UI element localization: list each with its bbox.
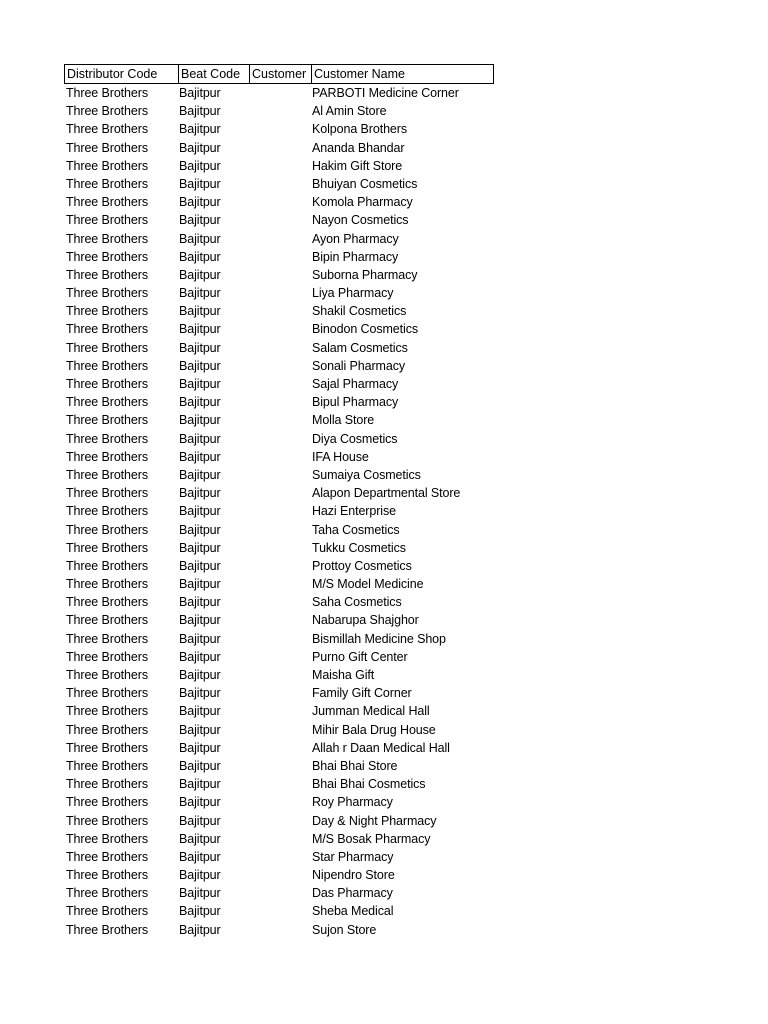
table-row bbox=[64, 812, 494, 830]
cell-distributor-code: Three Brothers bbox=[66, 86, 148, 100]
table-row bbox=[64, 248, 494, 266]
cell-customer-name: Ananda Bhandar bbox=[312, 140, 405, 155]
cell-customer bbox=[248, 884, 310, 902]
cell-customer bbox=[248, 211, 310, 229]
cell-customer-name: Mihir Bala Drug House bbox=[312, 722, 436, 737]
cell-customer bbox=[248, 266, 310, 284]
cell-distributor-code: Three Brothers bbox=[66, 231, 148, 246]
table-row bbox=[64, 375, 494, 393]
cell-customer bbox=[248, 593, 310, 611]
table-row bbox=[64, 593, 494, 611]
cell-customer bbox=[248, 630, 310, 648]
cell-customer bbox=[248, 648, 310, 666]
cell-beat-code: Bajitpur bbox=[179, 904, 221, 919]
cell-customer bbox=[248, 102, 310, 120]
table-row bbox=[64, 757, 494, 775]
cell-customer bbox=[248, 139, 310, 157]
cell-distributor-code: Three Brothers bbox=[66, 395, 148, 410]
cell-customer bbox=[248, 721, 310, 739]
cell-customer-name: Bipul Pharmacy bbox=[312, 395, 399, 410]
cell-beat-code: Bajitpur bbox=[179, 795, 221, 810]
cell-distributor-code: Three Brothers bbox=[66, 704, 148, 719]
cell-beat-code: Bajitpur bbox=[179, 267, 221, 282]
cell-beat-code: Bajitpur bbox=[179, 195, 221, 210]
cell-customer-name: Komola Pharmacy bbox=[312, 195, 413, 210]
cell-beat-code: Bajitpur bbox=[179, 868, 221, 883]
cell-customer-name: Sheba Medical bbox=[312, 904, 394, 919]
cell-distributor-code: Three Brothers bbox=[66, 795, 148, 810]
cell-beat-code: Bajitpur bbox=[179, 886, 221, 901]
cell-customer bbox=[248, 775, 310, 793]
cell-beat-code: Bajitpur bbox=[179, 322, 221, 337]
cell-customer bbox=[248, 193, 310, 211]
table-row bbox=[64, 120, 494, 138]
cell-distributor-code: Three Brothers bbox=[66, 267, 148, 282]
cell-beat-code: Bajitpur bbox=[179, 467, 221, 482]
header-beat-code: Beat Code bbox=[178, 65, 249, 83]
table-row bbox=[64, 502, 494, 520]
cell-distributor-code: Three Brothers bbox=[66, 340, 148, 355]
table-row bbox=[64, 630, 494, 648]
cell-distributor-code: Three Brothers bbox=[66, 758, 148, 773]
cell-customer-name: Sujon Store bbox=[312, 922, 377, 937]
cell-customer-name: Das Pharmacy bbox=[312, 886, 393, 901]
cell-beat-code: Bajitpur bbox=[179, 413, 221, 428]
table-row bbox=[64, 230, 494, 248]
cell-beat-code: Bajitpur bbox=[179, 849, 221, 864]
cell-distributor-code: Three Brothers bbox=[66, 140, 148, 155]
cell-customer bbox=[248, 521, 310, 539]
cell-distributor-code: Three Brothers bbox=[66, 486, 148, 501]
cell-customer-name: Bhai Bhai Store bbox=[312, 758, 398, 773]
cell-customer-name: Diya Cosmetics bbox=[312, 431, 398, 446]
cell-customer bbox=[248, 175, 310, 193]
cell-distributor-code: Three Brothers bbox=[66, 886, 148, 901]
cell-distributor-code: Three Brothers bbox=[66, 358, 148, 373]
table-row bbox=[64, 339, 494, 357]
cell-distributor-code: Three Brothers bbox=[66, 922, 148, 937]
table-row bbox=[64, 557, 494, 575]
cell-distributor-code: Three Brothers bbox=[66, 558, 148, 573]
cell-distributor-code: Three Brothers bbox=[66, 286, 148, 301]
cell-customer bbox=[248, 375, 310, 393]
cell-beat-code: Bajitpur bbox=[179, 340, 221, 355]
cell-customer bbox=[248, 466, 310, 484]
cell-beat-code: Bajitpur bbox=[179, 486, 221, 501]
table-row bbox=[64, 102, 494, 120]
table-row bbox=[64, 702, 494, 720]
table-row bbox=[64, 157, 494, 175]
cell-distributor-code: Three Brothers bbox=[66, 595, 148, 610]
customer-table bbox=[64, 64, 494, 939]
cell-customer bbox=[248, 793, 310, 811]
cell-customer-name: Sajal Pharmacy bbox=[312, 377, 399, 391]
cell-distributor-code: Three Brothers bbox=[66, 668, 148, 682]
table-row bbox=[64, 721, 494, 739]
cell-customer-name: Suborna Pharmacy bbox=[312, 267, 418, 282]
cell-customer-name: Saha Cosmetics bbox=[312, 595, 402, 610]
cell-customer-name: Bismillah Medicine Shop bbox=[312, 631, 446, 646]
cell-customer-name: Shakil Cosmetics bbox=[312, 304, 407, 319]
cell-customer-name: IFA House bbox=[312, 449, 369, 464]
table-row bbox=[64, 684, 494, 702]
cell-beat-code: Bajitpur bbox=[179, 558, 221, 573]
cell-customer bbox=[248, 557, 310, 575]
cell-customer-name: Sonali Pharmacy bbox=[312, 358, 405, 373]
cell-customer-name: M/S Bosak Pharmacy bbox=[312, 831, 431, 846]
cell-beat-code: Bajitpur bbox=[179, 449, 221, 464]
cell-customer bbox=[248, 157, 310, 175]
cell-customer-name: M/S Model Medicine bbox=[312, 577, 424, 592]
cell-beat-code: Bajitpur bbox=[179, 358, 221, 373]
cell-beat-code: Bajitpur bbox=[179, 176, 221, 191]
cell-beat-code: Bajitpur bbox=[179, 504, 221, 519]
cell-customer-name: Family Gift Corner bbox=[312, 686, 412, 701]
cell-distributor-code: Three Brothers bbox=[66, 522, 148, 537]
cell-customer-name: Sumaiya Cosmetics bbox=[312, 467, 421, 482]
cell-customer bbox=[248, 320, 310, 338]
cell-distributor-code: Three Brothers bbox=[66, 613, 148, 628]
cell-customer bbox=[248, 702, 310, 720]
cell-customer-name: Purno Gift Center bbox=[312, 649, 408, 664]
cell-beat-code: Bajitpur bbox=[179, 377, 221, 391]
table-row bbox=[64, 411, 494, 429]
cell-customer-name: Bipin Pharmacy bbox=[312, 249, 399, 264]
cell-customer-name: Molla Store bbox=[312, 413, 375, 428]
cell-beat-code: Bajitpur bbox=[179, 431, 221, 446]
cell-distributor-code: Three Brothers bbox=[66, 577, 148, 592]
cell-customer bbox=[248, 921, 310, 939]
table-row bbox=[64, 775, 494, 793]
cell-customer bbox=[248, 302, 310, 320]
table-row bbox=[64, 357, 494, 375]
table-row bbox=[64, 521, 494, 539]
cell-customer bbox=[248, 357, 310, 375]
cell-customer bbox=[248, 393, 310, 411]
cell-customer-name: Day & Night Pharmacy bbox=[312, 813, 437, 828]
cell-customer-name: Prottoy Cosmetics bbox=[312, 558, 412, 573]
table-row bbox=[64, 302, 494, 320]
cell-customer-name: Binodon Cosmetics bbox=[312, 322, 418, 337]
cell-customer-name: Nabarupa Shajghor bbox=[312, 613, 419, 628]
cell-customer bbox=[248, 830, 310, 848]
cell-customer bbox=[248, 611, 310, 629]
cell-customer bbox=[248, 248, 310, 266]
table-row bbox=[64, 921, 494, 939]
cell-customer-name: Jumman Medical Hall bbox=[312, 704, 430, 719]
cell-beat-code: Bajitpur bbox=[179, 595, 221, 610]
cell-customer bbox=[248, 866, 310, 884]
table-row bbox=[64, 193, 494, 211]
cell-beat-code: Bajitpur bbox=[179, 304, 221, 319]
table-row bbox=[64, 648, 494, 666]
cell-distributor-code: Three Brothers bbox=[66, 649, 148, 664]
cell-distributor-code: Three Brothers bbox=[66, 213, 148, 228]
cell-beat-code: Bajitpur bbox=[179, 158, 221, 173]
cell-beat-code: Bajitpur bbox=[179, 758, 221, 773]
cell-customer-name: Taha Cosmetics bbox=[312, 522, 400, 537]
table-row bbox=[64, 539, 494, 557]
cell-distributor-code: Three Brothers bbox=[66, 467, 148, 482]
cell-distributor-code: Three Brothers bbox=[66, 122, 148, 137]
table-row bbox=[64, 848, 494, 866]
cell-beat-code: Bajitpur bbox=[179, 122, 221, 137]
table-body bbox=[64, 84, 494, 939]
cell-customer-name: Salam Cosmetics bbox=[312, 340, 408, 355]
cell-beat-code: Bajitpur bbox=[179, 649, 221, 664]
table-row bbox=[64, 430, 494, 448]
cell-distributor-code: Three Brothers bbox=[66, 195, 148, 210]
cell-distributor-code: Three Brothers bbox=[66, 813, 148, 828]
cell-customer bbox=[248, 539, 310, 557]
cell-customer bbox=[248, 339, 310, 357]
table-header-row bbox=[64, 64, 494, 84]
table-row bbox=[64, 739, 494, 757]
cell-customer-name: Bhuiyan Cosmetics bbox=[312, 176, 418, 191]
cell-beat-code: Bajitpur bbox=[179, 86, 221, 100]
cell-distributor-code: Three Brothers bbox=[66, 777, 148, 792]
table-row bbox=[64, 84, 494, 102]
cell-beat-code: Bajitpur bbox=[179, 722, 221, 737]
cell-customer-name: Allah r Daan Medical Hall bbox=[312, 740, 450, 755]
cell-customer bbox=[248, 448, 310, 466]
cell-customer-name: Hazi Enterprise bbox=[312, 504, 396, 519]
cell-distributor-code: Three Brothers bbox=[66, 304, 148, 319]
cell-beat-code: Bajitpur bbox=[179, 213, 221, 228]
cell-customer-name: Star Pharmacy bbox=[312, 849, 394, 864]
cell-customer-name: Nayon Cosmetics bbox=[312, 213, 409, 228]
cell-beat-code: Bajitpur bbox=[179, 540, 221, 555]
cell-customer bbox=[248, 120, 310, 138]
cell-customer bbox=[248, 484, 310, 502]
cell-customer-name: Bhai Bhai Cosmetics bbox=[312, 777, 426, 792]
cell-beat-code: Bajitpur bbox=[179, 777, 221, 792]
cell-beat-code: Bajitpur bbox=[179, 704, 221, 719]
table-row bbox=[64, 320, 494, 338]
cell-distributor-code: Three Brothers bbox=[66, 158, 148, 173]
cell-distributor-code: Three Brothers bbox=[66, 322, 148, 337]
cell-beat-code: Bajitpur bbox=[179, 631, 221, 646]
table-row bbox=[64, 902, 494, 920]
cell-customer bbox=[248, 230, 310, 248]
cell-beat-code: Bajitpur bbox=[179, 686, 221, 701]
cell-customer bbox=[248, 430, 310, 448]
cell-customer bbox=[248, 84, 310, 102]
cell-customer-name: Liya Pharmacy bbox=[312, 286, 394, 301]
cell-distributor-code: Three Brothers bbox=[66, 413, 148, 428]
cell-beat-code: Bajitpur bbox=[179, 740, 221, 755]
cell-beat-code: Bajitpur bbox=[179, 104, 221, 119]
cell-distributor-code: Three Brothers bbox=[66, 504, 148, 519]
cell-customer bbox=[248, 575, 310, 593]
cell-beat-code: Bajitpur bbox=[179, 922, 221, 937]
cell-customer bbox=[248, 684, 310, 702]
cell-distributor-code: Three Brothers bbox=[66, 631, 148, 646]
table-row bbox=[64, 830, 494, 848]
cell-customer-name: PARBOTI Medicine Corner bbox=[312, 86, 459, 100]
header-customer-name: Customer Name bbox=[311, 65, 493, 83]
cell-customer bbox=[248, 666, 310, 684]
cell-customer-name: Al Amin Store bbox=[312, 104, 387, 119]
cell-beat-code: Bajitpur bbox=[179, 577, 221, 592]
cell-distributor-code: Three Brothers bbox=[66, 377, 148, 391]
cell-customer bbox=[248, 502, 310, 520]
table-row bbox=[64, 484, 494, 502]
cell-distributor-code: Three Brothers bbox=[66, 249, 148, 264]
table-row bbox=[64, 448, 494, 466]
cell-beat-code: Bajitpur bbox=[179, 249, 221, 264]
cell-distributor-code: Three Brothers bbox=[66, 740, 148, 755]
cell-distributor-code: Three Brothers bbox=[66, 686, 148, 701]
cell-customer-name: Nipendro Store bbox=[312, 868, 395, 883]
cell-customer-name: Tukku Cosmetics bbox=[312, 540, 406, 555]
cell-distributor-code: Three Brothers bbox=[66, 849, 148, 864]
cell-distributor-code: Three Brothers bbox=[66, 431, 148, 446]
table-row bbox=[64, 139, 494, 157]
cell-customer bbox=[248, 848, 310, 866]
cell-beat-code: Bajitpur bbox=[179, 522, 221, 537]
cell-distributor-code: Three Brothers bbox=[66, 904, 148, 919]
cell-beat-code: Bajitpur bbox=[179, 613, 221, 628]
cell-distributor-code: Three Brothers bbox=[66, 176, 148, 191]
table-row bbox=[64, 284, 494, 302]
cell-distributor-code: Three Brothers bbox=[66, 722, 148, 737]
table-row bbox=[64, 884, 494, 902]
table-row bbox=[64, 393, 494, 411]
cell-distributor-code: Three Brothers bbox=[66, 831, 148, 846]
table-row bbox=[64, 611, 494, 629]
cell-customer bbox=[248, 411, 310, 429]
table-row bbox=[64, 175, 494, 193]
cell-customer bbox=[248, 812, 310, 830]
table-row bbox=[64, 575, 494, 593]
cell-customer-name: Ayon Pharmacy bbox=[312, 231, 399, 246]
cell-customer-name: Roy Pharmacy bbox=[312, 795, 393, 810]
cell-beat-code: Bajitpur bbox=[179, 231, 221, 246]
cell-customer bbox=[248, 739, 310, 757]
cell-customer bbox=[248, 757, 310, 775]
cell-beat-code: Bajitpur bbox=[179, 831, 221, 846]
table-row bbox=[64, 866, 494, 884]
table-row bbox=[64, 211, 494, 229]
cell-beat-code: Bajitpur bbox=[179, 140, 221, 155]
table-row bbox=[64, 466, 494, 484]
cell-distributor-code: Three Brothers bbox=[66, 540, 148, 555]
cell-customer-name: Maisha Gift bbox=[312, 668, 375, 682]
cell-customer bbox=[248, 284, 310, 302]
table-row bbox=[64, 266, 494, 284]
header-distributor-code: Distributor Code bbox=[67, 67, 158, 81]
cell-customer-name: Kolpona Brothers bbox=[312, 122, 407, 137]
cell-customer bbox=[248, 902, 310, 920]
cell-distributor-code: Three Brothers bbox=[66, 868, 148, 883]
cell-beat-code: Bajitpur bbox=[179, 813, 221, 828]
table-row bbox=[64, 666, 494, 684]
cell-beat-code: Bajitpur bbox=[179, 668, 221, 682]
cell-distributor-code: Three Brothers bbox=[66, 449, 148, 464]
header-customer: Customer bbox=[249, 65, 311, 83]
cell-customer-name: Alapon Departmental Store bbox=[312, 486, 461, 501]
table-row bbox=[64, 793, 494, 811]
cell-distributor-code: Three Brothers bbox=[66, 104, 148, 119]
cell-beat-code: Bajitpur bbox=[179, 286, 221, 301]
cell-customer-name: Hakim Gift Store bbox=[312, 158, 403, 173]
cell-beat-code: Bajitpur bbox=[179, 395, 221, 410]
